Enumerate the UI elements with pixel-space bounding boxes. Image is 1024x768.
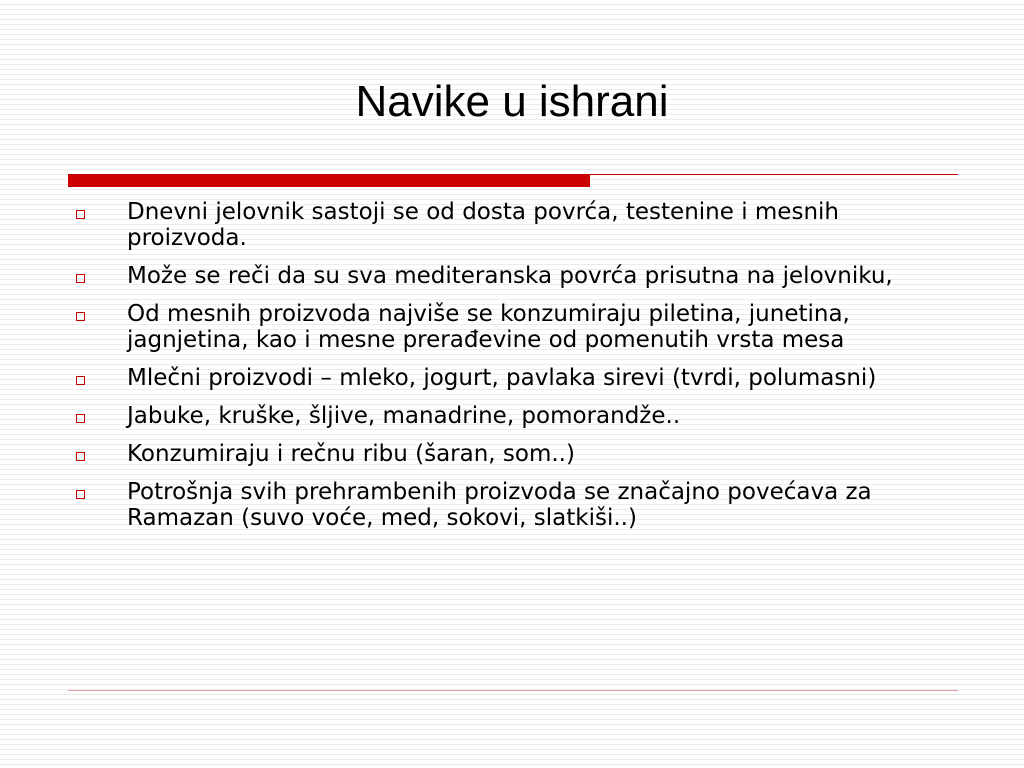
hollow-square-icon (76, 312, 85, 321)
bullet-text: Od mesnih proizvoda najviše se konzumiraju piletina, junetina, jagnjetina, kao i mesne prerađevine od pomenutih vrsta mesa (127, 301, 850, 353)
bullet-item (70, 365, 950, 391)
hollow-square-icon (76, 376, 85, 385)
hollow-square-icon (76, 414, 85, 423)
bullet-text: Dnevni jelovnik sastoji se od dosta povrća, testenine i mesnih proizvoda. (127, 199, 839, 251)
bullet-item (70, 263, 950, 289)
bullet-item (70, 403, 950, 429)
hollow-square-icon (76, 274, 85, 283)
bullet-text: Konzumiraju i rečnu ribu (šaran, som..) (127, 441, 575, 467)
hollow-square-icon (76, 452, 85, 461)
bullet-text: Jabuke, kruške, šljive, manadrine, pomorandže.. (127, 403, 681, 429)
bullet-item (70, 301, 950, 353)
bullet-list (70, 199, 950, 543)
hollow-square-icon (76, 210, 85, 219)
bullet-text: Potrošnja svih prehrambenih proizvoda se značajno povećava za Ramazan (suvo voće, med, sokovi, slatkiši..) (127, 479, 872, 531)
bullet-text: Mlečni proizvodi – mleko, jogurt, pavlaka sirevi (tvrdi, polumasni) (127, 365, 877, 391)
bullet-text: Može se reči da su sva mediteranska povrća prisutna na jelovniku, (127, 263, 893, 289)
hollow-square-icon (76, 490, 85, 499)
footer-divider (68, 690, 958, 691)
bullet-item (70, 199, 950, 251)
bullet-item (70, 441, 950, 467)
slide-title: Navike u ishrani (355, 77, 669, 126)
bullet-item (70, 479, 950, 531)
title-underline-thick (68, 175, 590, 187)
